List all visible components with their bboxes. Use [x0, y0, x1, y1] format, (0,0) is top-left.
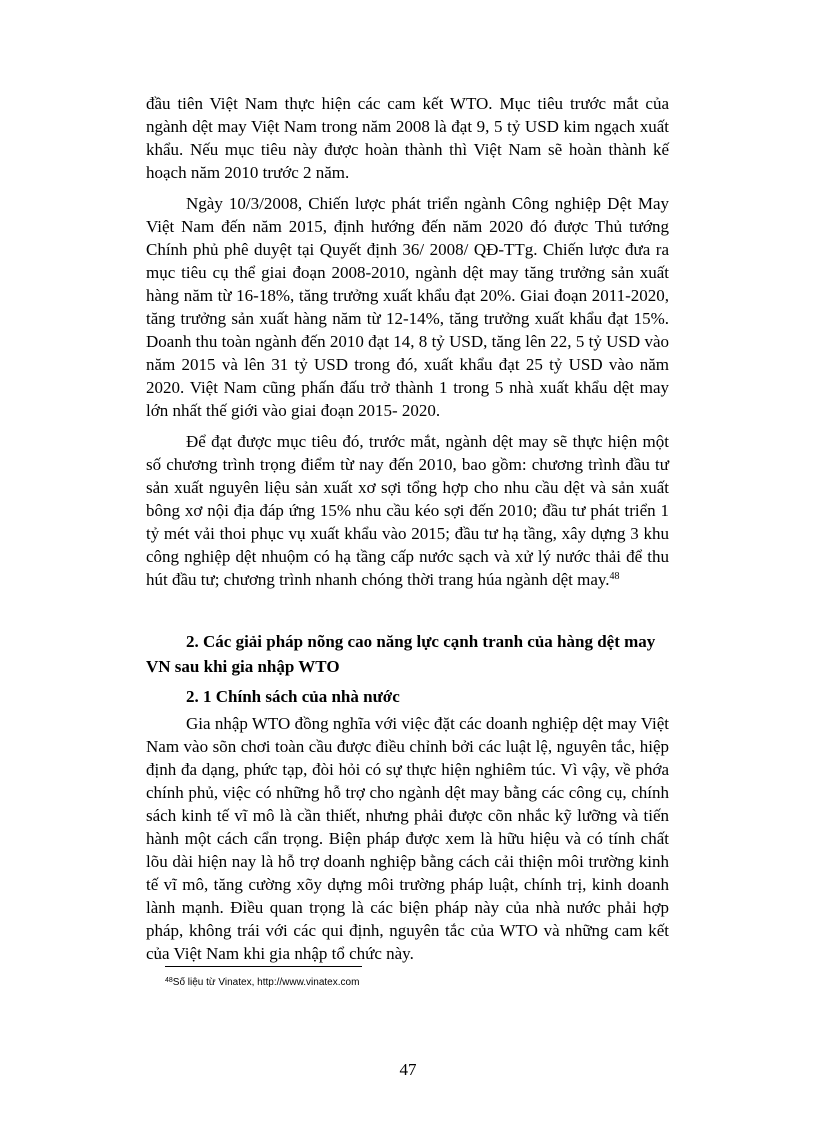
page-number: 47 — [399, 1060, 417, 1079]
subsection-heading: 2. 1 Chính sách của nhà nước — [186, 687, 400, 706]
paragraph-3-text: Để đạt được mục tiêu đó, trước mắt, ngành dệt may sẽ thực hiện một số chương trình trọng điểm từ nay đến 2010, bao gồm: chương trình đầu tư sản xuất nguyên liệu sản xuất xơ sợi tổng hợp cho nhu cầu dệt và sản xuất bông xơ nội địa đáp ứng 15% nhu cầu kéo sợi đến 2010; đầu tư phát triển 1 tỷ mét vải thoi phục vụ xuất khẩu vào 2015; đầu tư hạ tầng, xây dựng 3 khu công nghiệp dệt nhuộm có hạ tầng cấp nước sạch và xử lý nước thải để thu hút đầu tư; chương trình nhanh chóng thời trang húa ngành dệt may. — [146, 432, 669, 589]
paragraph-2: Ngày 10/3/2008, Chiến lược phát triển ngành Công nghiệp Dệt May Việt Nam đến năm 2015, định hướng đến năm 2020 đó được Thủ tướng Chính phủ phê duyệt tại Quyết định 36/ 2008/ QĐ-TTg. Chiến lược đưa ra mục tiêu cụ thể giai đoạn 2008-2010, ngành dệt may tăng trưởng sản xuất hàng năm từ 16-18%, tăng trưởng xuất khẩu đạt 20%. Giai đoạn 2011-2020, tăng trưởng sản xuất hàng năm từ 12-14%, tăng trưởng xuất khẩu đạt 15%. Doanh thu toàn ngành đến 2010 đạt 14, 8 tỷ USD, tăng lên 22, 5 tỷ USD vào năm 2015 và lên 31 tỷ USD trong đó, xuất khẩu đạt 25 tỷ USD vào năm 2020. Việt Nam cũng phấn đấu trở thành 1 trong 5 nhà xuất khẩu dệt may lớn nhất thế giới vào giai đoạn 2015- 2020. — [146, 194, 669, 420]
paragraph-1: đầu tiên Việt Nam thực hiện các cam kết WTO. Mục tiêu trước mắt của ngành dệt may Việt Nam trong năm 2008 là đạt 9, 5 tỷ USD kim ngạch xuất khẩu. Nếu mục tiêu này được hoàn thành thì Việt Nam sẽ hoàn thành kế hoạch năm 2010 trước 2 năm. — [146, 94, 669, 182]
paragraph-3 — [146, 430, 669, 591]
section-heading: 2. Các giải pháp nõng cao năng lực cạnh tranh của hàng dệt may VN sau khi gia nhập WTO — [146, 632, 656, 676]
footnote-number: 48 — [165, 977, 173, 984]
paragraph-4: Gia nhập WTO đồng nghĩa với việc đặt các doanh nghiệp dệt may Việt Nam vào sõn chơi toàn cầu được điều chỉnh bởi các luật lệ, nguyên tắc, hiệp định đa dạng, phức tạp, đòi hỏi có sự thực hiện nghiêm túc. Vì vậy, về phớa chính phủ, việc có những hỗ trợ cho ngành dệt may bằng các công cụ, chính sách kinh tế vĩ mô là cần thiết, nhưng phải được cõn nhắc kỹ lưỡng và tiến hành một cách cẩn trọng. Biện pháp được xem là hữu hiệu và có tính chất lõu dài hiện nay là hỗ trợ doanh nghiệp bằng cách cải thiện môi trường kinh tế vĩ mô, tăng cường xõy dựng môi trường pháp luật, chính trị, kinh doanh lành mạnh. Điều quan trọng là các biện pháp này của nhà nước phải hợp pháp, không trái với các qui định, nguyên tắc của WTO và những cam kết của Việt Nam khi gia nhập tổ chức này. — [146, 714, 669, 963]
footnote-divider — [165, 966, 362, 967]
footnote-text: Số liệu từ Vinatex, http://www.vinatex.com — [172, 977, 360, 988]
footnote — [165, 977, 359, 988]
footnote-reference[interactable]: 48 — [609, 571, 620, 582]
page-body — [146, 92, 669, 973]
